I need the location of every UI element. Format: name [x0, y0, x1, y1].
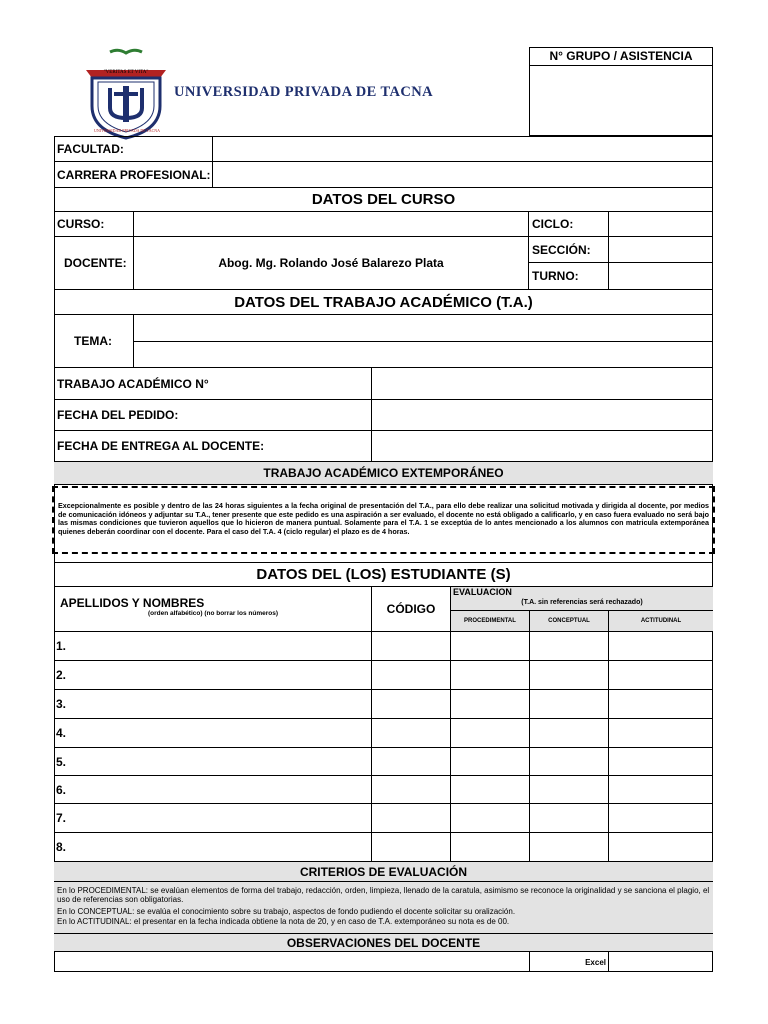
- proc-cell-8[interactable]: [451, 833, 530, 862]
- student-row-3[interactable]: 3.: [54, 690, 372, 719]
- group-field[interactable]: [530, 67, 712, 135]
- observaciones-field[interactable]: [54, 952, 530, 972]
- criterio-conceptual: En lo CONCEPTUAL: se evalúa el conocimiento sobre su trabajo, aspectos de fondo pudiendo el docente solicitar su oralización.: [57, 907, 516, 916]
- conc-cell-6[interactable]: [530, 776, 609, 804]
- datos-curso-title: DATOS DEL CURSO: [54, 188, 713, 212]
- fecha-pedido-field[interactable]: [372, 400, 713, 431]
- acti-cell-2[interactable]: [609, 661, 713, 690]
- student-row-1[interactable]: 1.: [54, 632, 372, 661]
- criterios-title: CRITERIOS DE EVALUACIÓN: [54, 862, 713, 882]
- evaluacion-note: (T.A. sin referencias será rechazado): [521, 599, 643, 606]
- tema-field-2[interactable]: [134, 342, 713, 368]
- student-row-7[interactable]: 7.: [54, 804, 372, 833]
- numero-field[interactable]: [372, 368, 713, 400]
- conc-cell-2[interactable]: [530, 661, 609, 690]
- conc-cell-7[interactable]: [530, 804, 609, 833]
- codigo-cell-6[interactable]: [372, 776, 451, 804]
- tema-field-1[interactable]: [134, 315, 713, 342]
- turno-field[interactable]: [609, 263, 713, 290]
- conc-cell-8[interactable]: [530, 833, 609, 862]
- proc-cell-3[interactable]: [451, 690, 530, 719]
- seccion-label: SECCIÓN:: [529, 237, 609, 263]
- university-name: UNIVERSIDAD PRIVADA DE TACNA: [174, 84, 433, 100]
- excel-field[interactable]: [609, 952, 713, 972]
- acti-cell-4[interactable]: [609, 719, 713, 748]
- university-logo: [80, 48, 172, 140]
- tema-label: TEMA:: [54, 315, 134, 368]
- logo-ring-text: UNIVERSIDAD PRIVADA DE TACNA: [93, 128, 161, 133]
- proc-cell-5[interactable]: [451, 748, 530, 776]
- apellidos-label: APELLIDOS Y NOMBRES: [60, 596, 205, 610]
- evaluacion-label: EVALUACION: [453, 587, 512, 597]
- fecha-entrega-field[interactable]: [372, 431, 713, 462]
- codigo-cell-4[interactable]: [372, 719, 451, 748]
- apellidos-note: (orden alfabético) (no borrar los números): [147, 610, 278, 617]
- crest-icon: [80, 48, 172, 140]
- col-actitudinal: ACTITUDINAL: [609, 611, 713, 632]
- curso-label: CURSO:: [54, 212, 134, 237]
- proc-cell-2[interactable]: [451, 661, 530, 690]
- seccion-field[interactable]: [609, 237, 713, 263]
- col-conceptual: CONCEPTUAL: [530, 611, 609, 632]
- codigo-cell-1[interactable]: [372, 632, 451, 661]
- extemporaneo-title: TRABAJO ACADÉMICO EXTEMPORÁNEO: [54, 462, 713, 485]
- numero-label: TRABAJO ACADÉMICO N°: [54, 368, 372, 400]
- facultad-label: FACULTAD:: [54, 136, 213, 162]
- docente-label: DOCENTE:: [54, 237, 134, 290]
- student-row-5[interactable]: 5.: [54, 748, 372, 776]
- student-row-2[interactable]: 2.: [54, 661, 372, 690]
- fecha-pedido-label: FECHA DEL PEDIDO:: [54, 400, 372, 431]
- proc-cell-7[interactable]: [451, 804, 530, 833]
- codigo-label: CÓDIGO: [372, 587, 451, 632]
- proc-cell-1[interactable]: [451, 632, 530, 661]
- excel-label: Excel: [530, 952, 609, 972]
- facultad-field[interactable]: [213, 136, 713, 162]
- codigo-cell-2[interactable]: [372, 661, 451, 690]
- criterio-actitudinal: En lo ACTITUDINAL: el presentar en la fecha indicada obtiene la nota de 20, y en caso de T.A. extemporáneo su nota es de 00.: [57, 917, 510, 926]
- acti-cell-8[interactable]: [609, 833, 713, 862]
- fecha-entrega-label: FECHA DE ENTREGA AL DOCENTE:: [54, 431, 372, 462]
- acti-cell-6[interactable]: [609, 776, 713, 804]
- observaciones-title: OBSERVACIONES DEL DOCENTE: [54, 934, 713, 952]
- codigo-cell-5[interactable]: [372, 748, 451, 776]
- criterio-procedimental: En lo PROCEDIMENTAL: se evalúan elementos de forma del trabajo, redacción, orden, limpieza, llenado de la caratula, asimismo se reconoce la originalidad y se sanciona el plagio, el uso de referencias son obligatorias.: [57, 886, 710, 905]
- turno-label: TURNO:: [529, 263, 609, 290]
- carrera-field[interactable]: [213, 162, 713, 188]
- col-procedimental: PROCEDIMENTAL: [451, 611, 530, 632]
- codigo-cell-7[interactable]: [372, 804, 451, 833]
- datos-trabajo-title: DATOS DEL TRABAJO ACADÉMICO (T.A.): [54, 290, 713, 315]
- carrera-label: CARRERA PROFESIONAL:: [54, 162, 213, 188]
- conc-cell-3[interactable]: [530, 690, 609, 719]
- student-row-4[interactable]: 4.: [54, 719, 372, 748]
- ciclo-field[interactable]: [609, 212, 713, 237]
- conc-cell-1[interactable]: [530, 632, 609, 661]
- proc-cell-6[interactable]: [451, 776, 530, 804]
- student-row-8[interactable]: 8.: [54, 833, 372, 862]
- acti-cell-5[interactable]: [609, 748, 713, 776]
- docente-name: Abog. Mg. Rolando José Balarezo Plata: [134, 237, 529, 290]
- codigo-cell-8[interactable]: [372, 833, 451, 862]
- logo-motto: "VERITAS ET VITA": [103, 70, 149, 75]
- curso-field[interactable]: [134, 212, 529, 237]
- proc-cell-4[interactable]: [451, 719, 530, 748]
- acti-cell-3[interactable]: [609, 690, 713, 719]
- ciclo-label: CICLO:: [529, 212, 609, 237]
- group-label: N° GRUPO / ASISTENCIA: [529, 47, 713, 66]
- datos-estudiantes-title: DATOS DEL (LOS) ESTUDIANTE (S): [54, 562, 713, 587]
- conc-cell-4[interactable]: [530, 719, 609, 748]
- acti-cell-7[interactable]: [609, 804, 713, 833]
- student-row-6[interactable]: 6.: [54, 776, 372, 804]
- extemporaneo-text: Excepcionalmente es posible y dentro de las 24 horas siguientes a la fecha original de presentación del T.A., para ello debe realizar una solicitud motivada y dirigida al docente, por medios de comunicación idóneos y adjuntar su T.A., tener presente que este pedido es una aspiración a ser evaluado, el docente no está obligado a calificarlo, y en caso fuera evaluado no será bajo las mismas condiciones que tuvieron aquellos que lo hicieron de manera puntual. Solamente para el T.A. 1 se exceptúa de lo antes mencionado a los alumnos con matricula extemporánea quienes deberán coordinar con el docente. Para el caso del T.A. 4 (ciclo regular) el plazo es de 4 horas.: [58, 501, 709, 536]
- conc-cell-5[interactable]: [530, 748, 609, 776]
- acti-cell-1[interactable]: [609, 632, 713, 661]
- codigo-cell-3[interactable]: [372, 690, 451, 719]
